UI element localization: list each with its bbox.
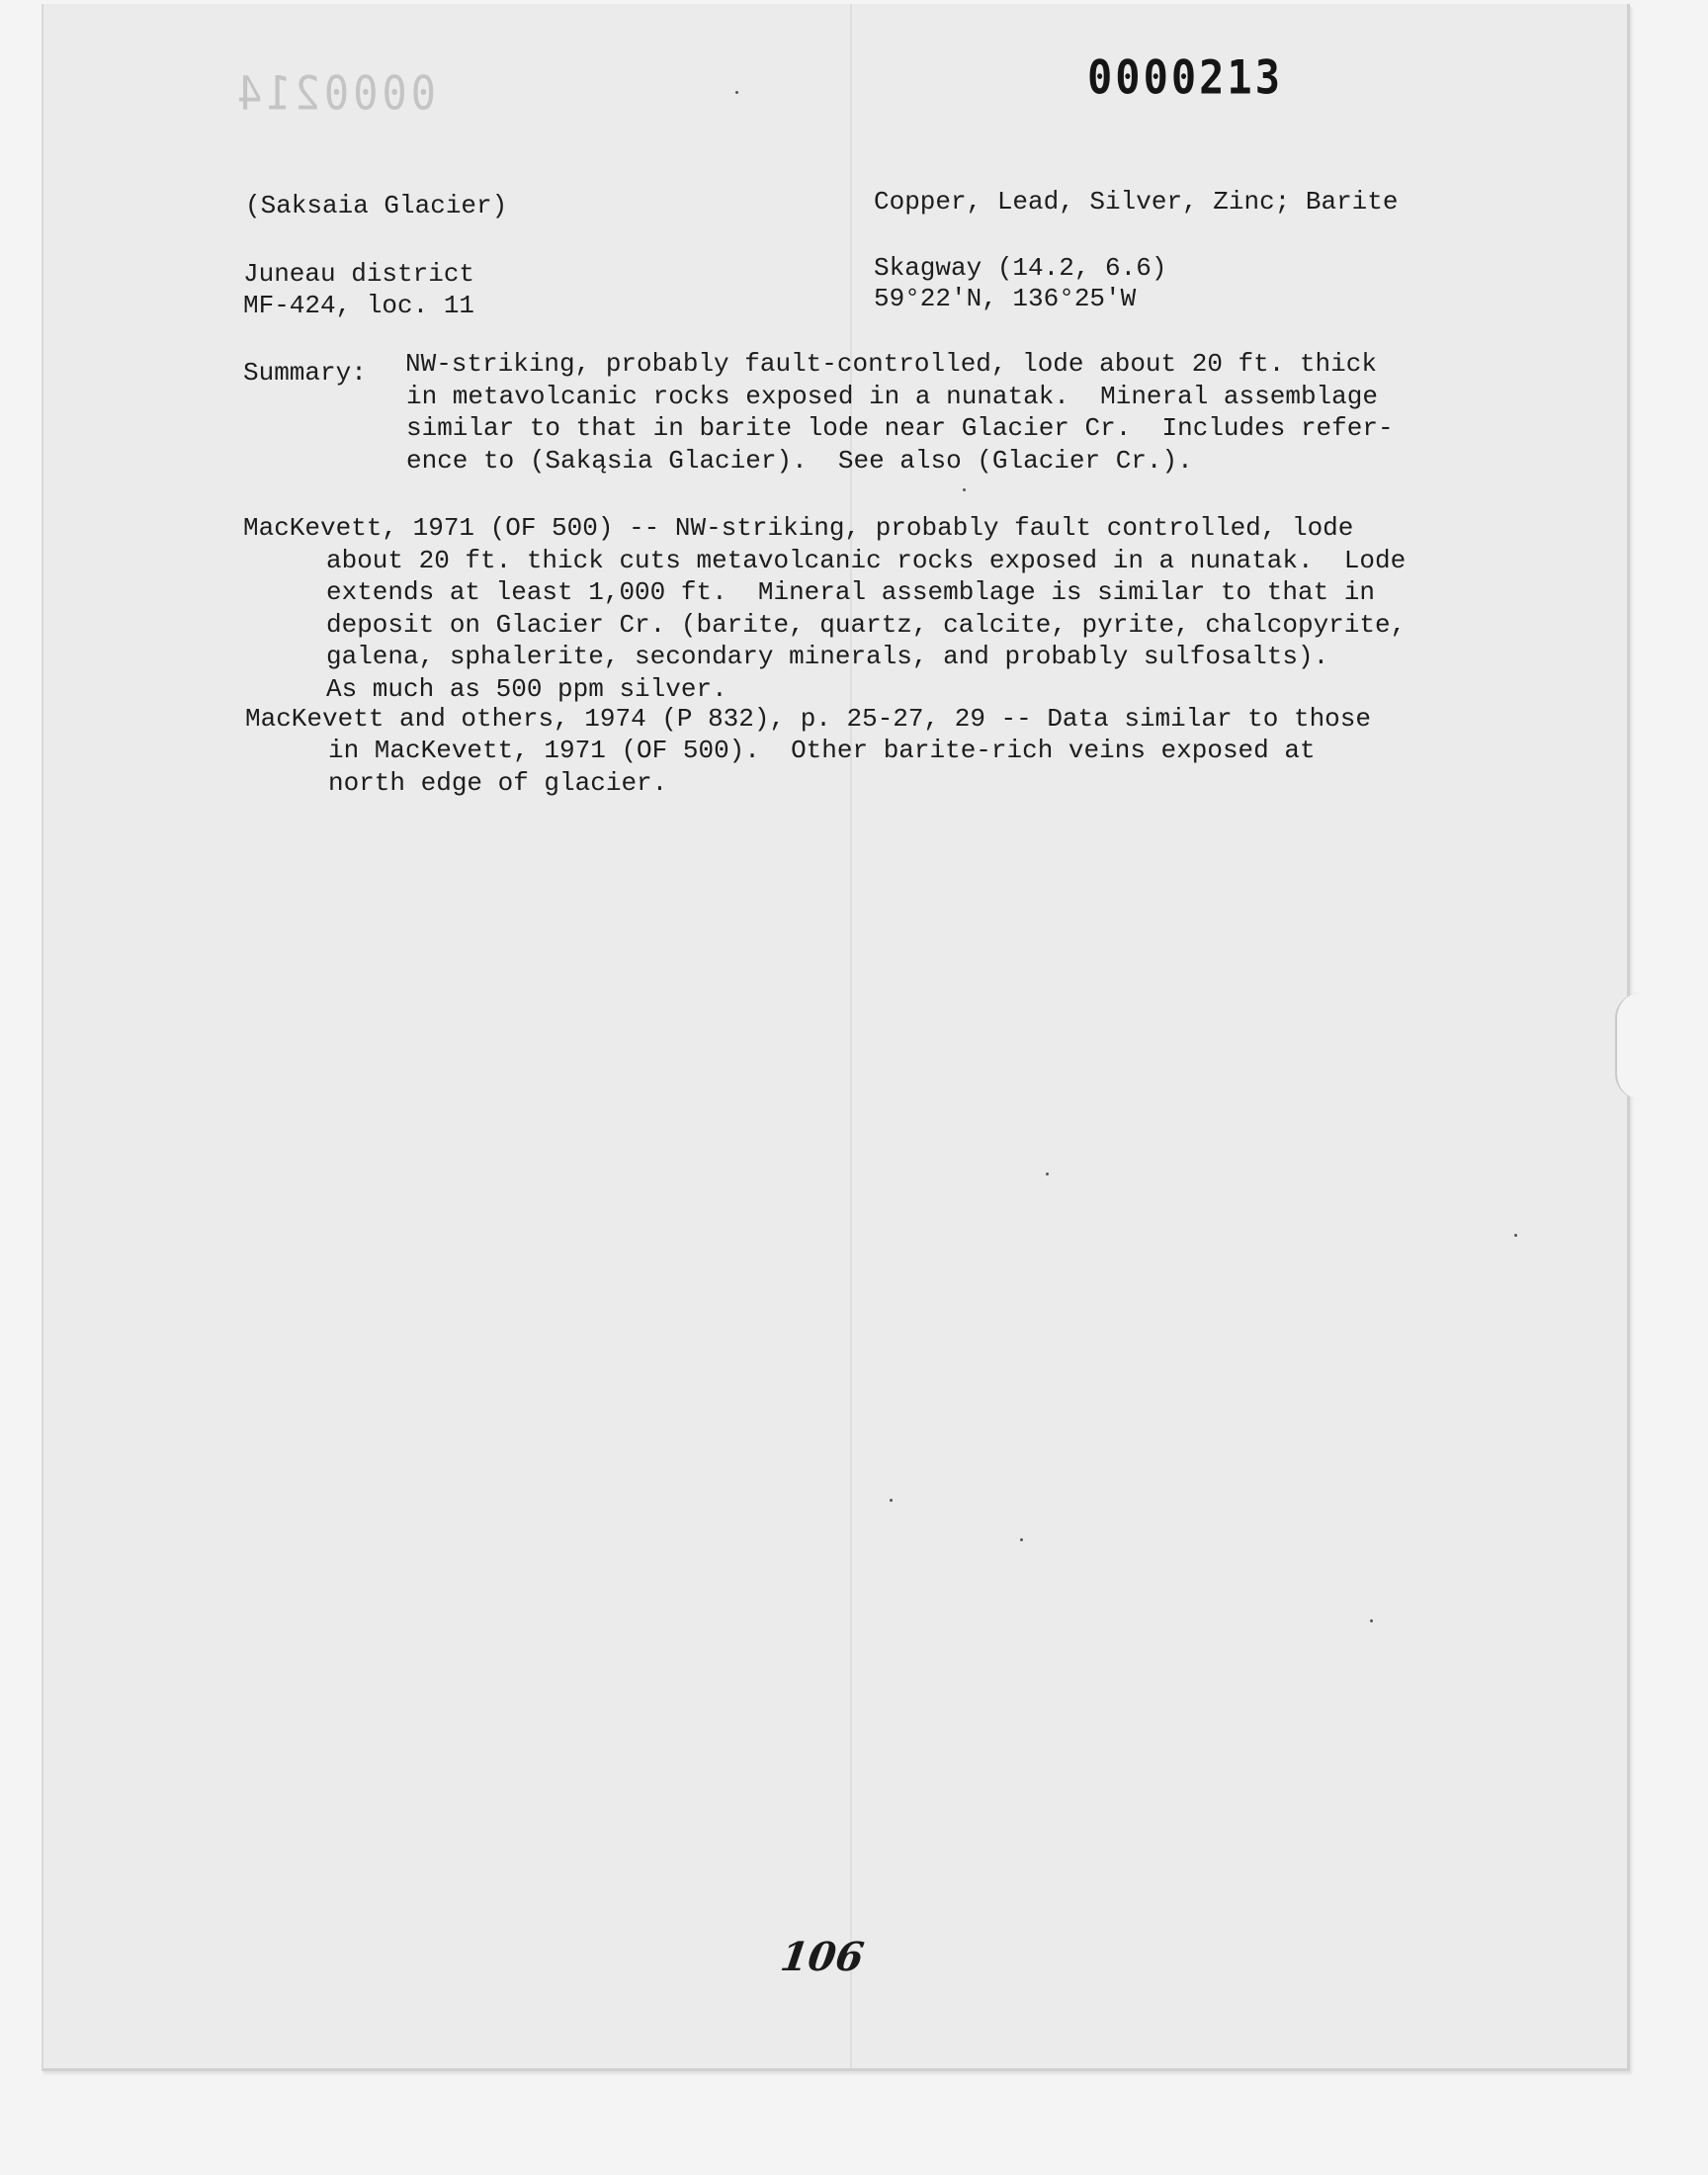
- scan-speck: [1046, 1173, 1049, 1175]
- ghost-record-number: 0000214: [233, 66, 437, 121]
- deposit-name: (Saksaia Glacier): [245, 191, 508, 220]
- summary-line: ence to (Sakąsia Glacier). See also (Glacier Cr.).: [406, 446, 1193, 476]
- reference-first-line: MacKevett and others, 1974 (P 832), p. 25-27, 29 -- Data similar to those: [245, 704, 1371, 734]
- scan-speck: [1020, 1538, 1023, 1541]
- reference-line: in MacKevett, 1971 (OF 500). Other barite-rich veins exposed at: [328, 736, 1316, 765]
- scan-speck: [735, 91, 738, 94]
- summary-line: NW-striking, probably fault-controlled, lode about 20 ft. thick: [405, 349, 1377, 379]
- reference-line: about 20 ft. thick cuts metavolcanic rocks exposed in a nunatak. Lode: [326, 546, 1407, 575]
- reference-line: deposit on Glacier Cr. (barite, quartz, calcite, pyrite, chalcopyrite,: [326, 610, 1407, 640]
- summary-line: in metavolcanic rocks exposed in a nunatak. Mineral assemblage: [406, 382, 1378, 411]
- page-number: 106: [777, 1934, 867, 1980]
- scan-speck: [1514, 1234, 1517, 1237]
- page-edge-notch: [1615, 993, 1643, 1099]
- reference-line: As much as 500 ppm silver.: [326, 674, 727, 704]
- reference-line: extends at least 1,000 ft. Mineral assemblage is similar to that in: [326, 577, 1375, 607]
- scan-speck: [963, 488, 966, 491]
- reference-line: galena, sphalerite, secondary minerals, and probably sulfosalts).: [326, 642, 1329, 671]
- district: Juneau district: [243, 259, 475, 289]
- reference-line: north edge of glacier.: [328, 768, 668, 798]
- quadrangle: Skagway (14.2, 6.6): [874, 253, 1167, 283]
- scan-speck: [1370, 1619, 1373, 1622]
- reference-first-line: MacKevett, 1971 (OF 500) -- NW-striking, probably fault controlled, lode: [243, 513, 1354, 543]
- record-number: 0000213: [1087, 50, 1284, 105]
- summary-label: Summary:: [243, 358, 367, 388]
- commodities: Copper, Lead, Silver, Zinc; Barite: [874, 187, 1399, 217]
- map-reference: MF-424, loc. 11: [243, 291, 475, 320]
- coordinates: 59°22'N, 136°25'W: [874, 284, 1137, 313]
- fold-line: [850, 4, 852, 2068]
- scan-speck: [890, 1499, 893, 1502]
- summary-line: similar to that in barite lode near Glacier Cr. Includes refer-: [406, 413, 1394, 443]
